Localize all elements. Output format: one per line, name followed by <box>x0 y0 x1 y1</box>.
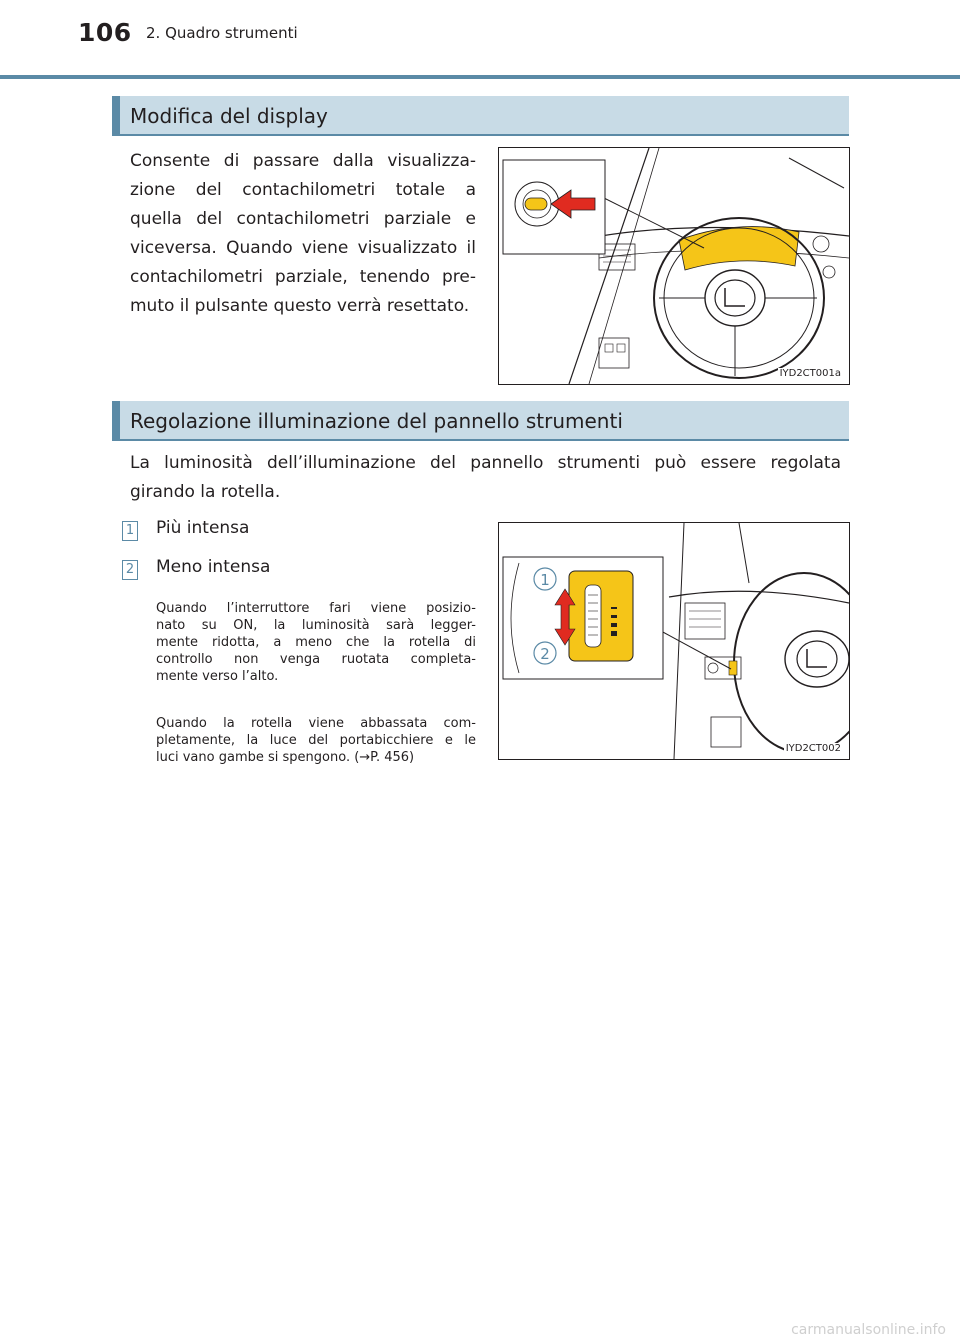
text-line: controllo non venga ruotata completa- <box>156 652 476 667</box>
section-header-bar <box>112 401 120 439</box>
text-line: zione del contachilometri totale a <box>130 180 476 200</box>
item-label: Più intensa <box>156 518 250 538</box>
text-line: mente ridotta, a meno che la rotella di <box>156 635 476 650</box>
callout-1: 1 <box>540 571 550 589</box>
item-label: Meno intensa <box>156 557 271 577</box>
dimmer-illustration <box>499 523 849 759</box>
text-line: luci vano gambe si spengono. (→P. 456) <box>156 750 415 765</box>
text-line: contachilometri parziale, tenendo pre- <box>130 267 476 287</box>
text-line: muto il pulsante questo verrà resettato. <box>130 296 470 316</box>
section-title: Regolazione illuminazione del pannello strumenti <box>130 409 623 433</box>
section-header-regolazione <box>112 401 849 441</box>
callout-2: 2 <box>540 645 550 663</box>
text-line: pletamente, la luce del portabicchiere e le <box>156 733 476 748</box>
steering-wheel-figure <box>498 147 850 385</box>
page-number: 106 <box>78 18 132 47</box>
steering-wheel-illustration <box>499 148 849 384</box>
text-line: girando la rotella. <box>130 482 281 502</box>
text-line: Consente di passare dalla visualizza- <box>130 151 476 171</box>
item-number-box: 1 <box>122 521 138 541</box>
text-line: La luminosità dell’illuminazione del pannello strumenti può essere regolata <box>130 453 841 473</box>
text-line: quella del contachilometri parziale e <box>130 209 476 229</box>
dimmer-wheel-figure <box>498 522 850 760</box>
figure-code: IYD2CT001a <box>779 368 841 379</box>
text-line: Quando l’interruttore fari viene posizio- <box>156 601 476 616</box>
section-header-modifica-display <box>112 96 849 136</box>
text-line: Quando la rotella viene abbassata com- <box>156 716 476 731</box>
text-line: mente verso l’alto. <box>156 669 279 684</box>
figure-code: IYD2CT002 <box>785 743 841 754</box>
watermark: carmanualsonline.info <box>791 1322 946 1338</box>
header-rule <box>0 75 960 79</box>
item-number-box: 2 <box>122 560 138 580</box>
text-line: nato su ON, la luminosità sarà legger- <box>156 618 476 633</box>
section-title: Modifica del display <box>130 104 328 128</box>
section-header-bar <box>112 96 120 134</box>
chapter-title: 2. Quadro strumenti <box>146 24 298 42</box>
text-line: viceversa. Quando viene visualizzato il <box>130 238 476 258</box>
